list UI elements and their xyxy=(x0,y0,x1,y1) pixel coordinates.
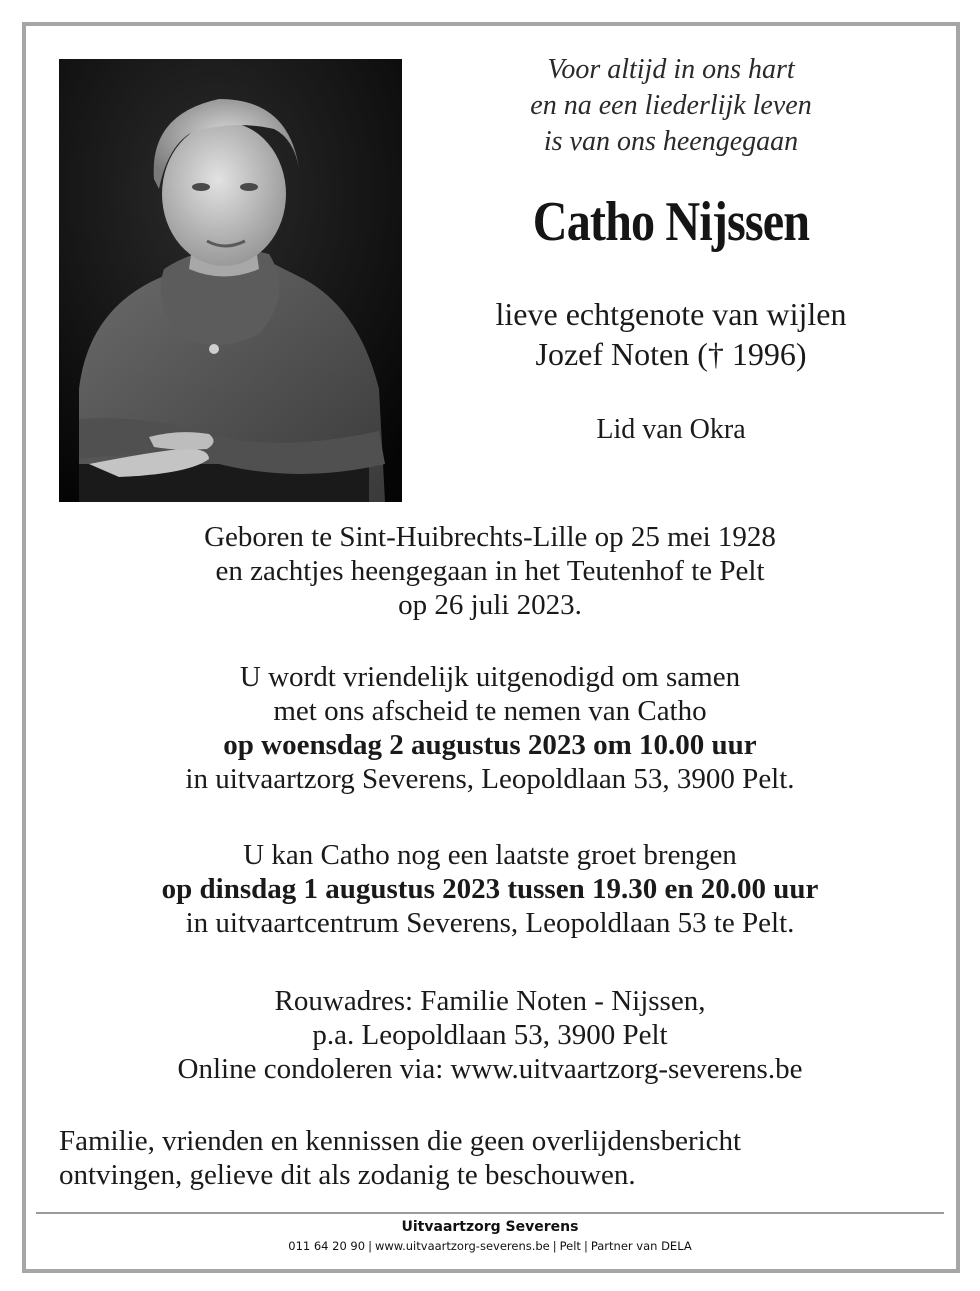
farewell-date: op woensdag 2 augustus 2023 om 10.00 uur xyxy=(223,729,757,761)
birth-death-block xyxy=(40,520,940,622)
mourning-address: Rouwadres: Familie Noten - Nijssen, xyxy=(274,985,706,1017)
farewell-line-2: met ons afscheid te nemen van Catho xyxy=(273,695,707,727)
online-condolence: Online condoleren via: www.uitvaartzorg-severens.be xyxy=(177,1053,803,1085)
spouse-line-1: lieve echtgenote van wijlen xyxy=(495,296,847,332)
membership: Lid van Okra xyxy=(596,414,746,445)
spouse-info xyxy=(420,294,922,374)
visitation-location: in uitvaartcentrum Severens, Leopoldlaan 53 te Pelt. xyxy=(185,907,795,939)
footer-website[interactable]: www.uitvaartzorg-severens.be xyxy=(374,1239,550,1253)
notice-line-2: ontvingen, gelieve dit als zodanig te beschouwen. xyxy=(59,1159,636,1191)
notice-line-1: Familie, vrienden en kennissen die geen overlijdensbericht xyxy=(59,1125,742,1157)
spouse-line-2: Jozef Noten († 1996) xyxy=(535,336,807,372)
footer-town: Pelt xyxy=(559,1239,581,1253)
intro-verse xyxy=(440,52,902,160)
mourning-address-street: p.a. Leopoldlaan 53, 3900 Pelt xyxy=(312,1019,668,1051)
intro-line-3: is van ons heengegaan xyxy=(543,126,799,157)
footer-phone: 011 64 20 90 xyxy=(288,1239,366,1253)
footer-divider xyxy=(36,1212,944,1214)
address-block xyxy=(40,984,940,1086)
death-date-line: op 26 juli 2023. xyxy=(398,589,582,621)
visitation-date: op dinsdag 1 augustus 2023 tussen 19.30 en 20.00 uur xyxy=(161,873,819,905)
deceased-name: Catho Nijssen xyxy=(532,191,810,253)
death-line: en zachtjes heengegaan in het Teutenhof te Pelt xyxy=(215,555,765,587)
intro-line-2: en na een liederlijk leven xyxy=(530,90,812,121)
footer-info: 011 64 20 90 | www.uitvaartzorg-severens.be | Pelt | Partner van DELA xyxy=(288,1239,692,1253)
footer-company: Uitvaartzorg Severens xyxy=(401,1219,579,1235)
birth-line: Geboren te Sint-Huibrechts-Lille op 25 mei 1928 xyxy=(204,521,776,553)
portrait-photo xyxy=(59,59,402,502)
footer-partner: Partner van DELA xyxy=(590,1239,692,1253)
farewell-line-1: U wordt vriendelijk uitgenodigd om samen xyxy=(239,661,741,693)
farewell-location: in uitvaartzorg Severens, Leopoldlaan 53, 3900 Pelt. xyxy=(185,763,795,795)
visitation-line-1: U kan Catho nog een laatste groet brengen xyxy=(243,839,737,871)
visitation-block xyxy=(40,838,940,940)
intro-line-1: Voor altijd in ons hart xyxy=(547,54,795,85)
notice-block xyxy=(59,1124,939,1192)
farewell-block xyxy=(40,660,940,796)
portrait-illustration xyxy=(59,59,402,502)
